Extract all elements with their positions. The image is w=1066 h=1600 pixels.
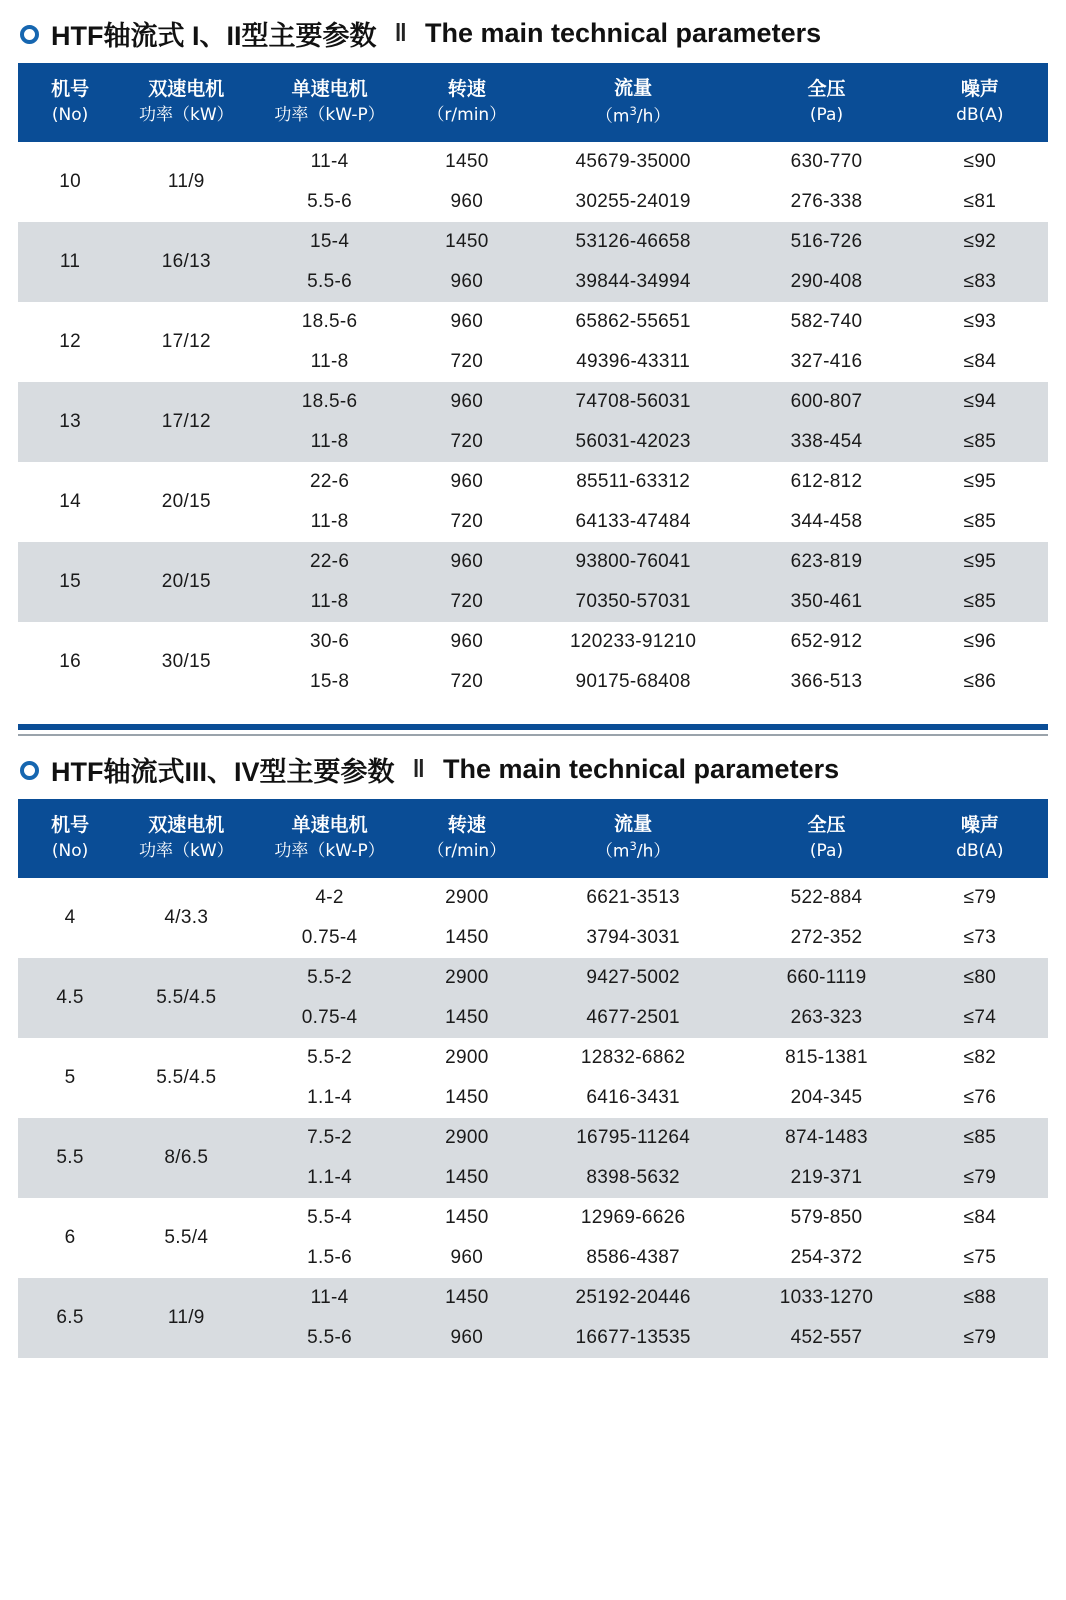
section-title-en-2: The main technical parameters [442,753,840,784]
cell-pressure: 874-1483 [741,1118,911,1158]
section-title-cn-1: HTF轴流式 I、II型主要参数 [51,21,377,51]
flow-unit: $(m^3/h)$ [595,839,671,863]
cell-speed: 1450 [409,222,525,262]
cell-single-power: 15-4 [250,222,408,262]
table-row [18,622,1048,662]
table-body-2 [18,878,1048,1358]
cell-speed: 960 [409,302,525,342]
cell-noise: ≤76 [912,1078,1048,1118]
cell-single-power: 11-4 [250,142,408,182]
ring-bullet-icon [20,25,39,44]
cell-no: 15 [18,542,122,622]
cell-flow: 120233-91210 [525,622,741,662]
cell-speed: 720 [409,502,525,542]
cell-dual-power: 8/6.5 [122,1118,250,1198]
cell-flow: 65862-55651 [525,302,741,342]
cell-pressure: 344-458 [741,502,911,542]
cell-noise: ≤84 [912,342,1048,382]
col-header-dual-motor: 双速电机 功率（kW） [122,63,250,142]
cell-pressure: 366-513 [741,662,911,702]
cell-noise: ≤88 [912,1278,1048,1318]
cell-pressure: 338-454 [741,422,911,462]
col-header-no: 机号 (No) [18,63,122,142]
cell-single-power: 1.1-4 [250,1158,408,1198]
cell-single-power: 22-6 [250,542,408,582]
cell-speed: 960 [409,462,525,502]
cell-single-power: 11-8 [250,502,408,542]
ring-bullet-icon [20,761,39,780]
table-row [18,382,1048,422]
cell-dual-power: 5.5/4 [122,1198,250,1278]
cell-dual-power: 5.5/4.5 [122,1038,250,1118]
cell-dual-power: 20/15 [122,462,250,542]
section-title-separator-1: ‖ [394,19,407,47]
cell-speed: 2900 [409,878,525,918]
cell-pressure: 579-850 [741,1198,911,1238]
cell-noise: ≤79 [912,1158,1048,1198]
cell-flow: 25192-20446 [525,1278,741,1318]
cell-speed: 720 [409,662,525,702]
cell-pressure: 263-323 [741,998,911,1038]
table-row [18,222,1048,262]
cell-no: 5 [18,1038,122,1118]
cell-dual-power: 5.5/4.5 [122,958,250,1038]
cell-flow: 49396-43311 [525,342,741,382]
table-body-1 [18,142,1048,702]
cell-single-power: 0.75-4 [250,998,408,1038]
col-header-single-motor: 单速电机 功率（kW-P） [250,63,408,142]
cell-flow: 12969-6626 [525,1198,741,1238]
cell-flow: 6621-3513 [525,878,741,918]
col-header-noise: 噪声 dB(A) [912,63,1048,142]
section-heading-2 [18,736,1048,799]
cell-noise: ≤75 [912,1238,1048,1278]
cell-noise: ≤74 [912,998,1048,1038]
col-header-speed: 转速 （r/min） [409,63,525,142]
cell-dual-power: 4/3.3 [122,878,250,958]
cell-flow: 3794-3031 [525,918,741,958]
cell-pressure: 652-912 [741,622,911,662]
cell-pressure: 327-416 [741,342,911,382]
cell-speed: 720 [409,422,525,462]
section-divider-bar [18,724,1048,730]
cell-pressure: 660-1119 [741,958,911,998]
cell-noise: ≤79 [912,878,1048,918]
cell-pressure: 350-461 [741,582,911,622]
cell-single-power: 5.5-6 [250,182,408,222]
section-title-separator-2: ‖ [412,754,425,783]
cell-speed: 1450 [409,918,525,958]
cell-pressure: 600-807 [741,382,911,422]
cell-speed: 1450 [409,1158,525,1198]
cell-single-power: 1.5-6 [250,1238,408,1278]
cell-pressure: 254-372 [741,1238,911,1278]
cell-pressure: 815-1381 [741,1038,911,1078]
cell-noise: ≤81 [912,182,1048,222]
cell-speed: 2900 [409,1038,525,1078]
cell-single-power: 5.5-6 [250,262,408,302]
col-header-single-motor: 单速电机 功率（kW-P） [250,799,408,878]
cell-flow: 8586-4387 [525,1238,741,1278]
table-header-row [18,63,1048,142]
cell-no: 16 [18,622,122,702]
col-header-noise: 噪声 dB(A) [912,799,1048,878]
cell-dual-power: 11/9 [122,1278,250,1358]
cell-flow: 90175-68408 [525,662,741,702]
cell-noise: ≤96 [912,622,1048,662]
cell-dual-power: 17/12 [122,382,250,462]
cell-pressure: 276-338 [741,182,911,222]
col-header-flow: 流量 $(m^3/h)$ [525,799,741,878]
cell-dual-power: 11/9 [122,142,250,222]
cell-single-power: 11-8 [250,582,408,622]
cell-pressure: 1033-1270 [741,1278,911,1318]
cell-flow: 56031-42023 [525,422,741,462]
cell-flow: 64133-47484 [525,502,741,542]
cell-pressure: 516-726 [741,222,911,262]
table-row [18,1198,1048,1238]
cell-single-power: 0.75-4 [250,918,408,958]
cell-no: 5.5 [18,1118,122,1198]
cell-flow: 70350-57031 [525,582,741,622]
cell-flow: 12832-6862 [525,1038,741,1078]
cell-single-power: 7.5-2 [250,1118,408,1158]
col-header-pressure: 全压 (Pa) [741,63,911,142]
cell-pressure: 630-770 [741,142,911,182]
cell-no: 6.5 [18,1278,122,1358]
cell-single-power: 22-6 [250,462,408,502]
cell-speed: 720 [409,582,525,622]
cell-noise: ≤85 [912,582,1048,622]
cell-flow: 53126-46658 [525,222,741,262]
cell-flow: 93800-76041 [525,542,741,582]
cell-single-power: 18.5-6 [250,382,408,422]
cell-noise: ≤83 [912,262,1048,302]
col-header-no: 机号 (No) [18,799,122,878]
cell-speed: 960 [409,622,525,662]
table-row [18,302,1048,342]
cell-single-power: 5.5-2 [250,1038,408,1078]
cell-speed: 960 [409,262,525,302]
cell-flow: 16795-11264 [525,1118,741,1158]
cell-flow: 85511-63312 [525,462,741,502]
cell-single-power: 11-4 [250,1278,408,1318]
cell-flow: 4677-2501 [525,998,741,1038]
col-header-flow: 流量 $(m^3/h)$ [525,63,741,142]
cell-speed: 960 [409,1318,525,1358]
cell-single-power: 11-8 [250,342,408,382]
section-title-en-1: The main technical parameters [424,18,822,48]
cell-noise: ≤93 [912,302,1048,342]
cell-noise: ≤85 [912,422,1048,462]
cell-speed: 2900 [409,958,525,998]
cell-no: 4.5 [18,958,122,1038]
cell-speed: 1450 [409,1278,525,1318]
cell-noise: ≤90 [912,142,1048,182]
cell-speed: 1450 [409,142,525,182]
cell-pressure: 623-819 [741,542,911,582]
table-row [18,142,1048,182]
cell-noise: ≤73 [912,918,1048,958]
cell-no: 12 [18,302,122,382]
table-row [18,1038,1048,1078]
cell-pressure: 612-812 [741,462,911,502]
cell-speed: 960 [409,542,525,582]
cell-pressure: 272-352 [741,918,911,958]
cell-pressure: 290-408 [741,262,911,302]
cell-no: 6 [18,1198,122,1278]
cell-dual-power: 17/12 [122,302,250,382]
parameters-table-1 [18,63,1048,702]
cell-single-power: 5.5-4 [250,1198,408,1238]
cell-speed: 960 [409,382,525,422]
cell-pressure: 204-345 [741,1078,911,1118]
cell-dual-power: 20/15 [122,542,250,622]
cell-flow: 9427-5002 [525,958,741,998]
cell-flow: 16677-13535 [525,1318,741,1358]
cell-noise: ≤86 [912,662,1048,702]
cell-no: 4 [18,878,122,958]
parameters-table-2 [18,799,1048,1358]
cell-flow: 6416-3431 [525,1078,741,1118]
cell-pressure: 219-371 [741,1158,911,1198]
cell-speed: 1450 [409,998,525,1038]
cell-no: 14 [18,462,122,542]
cell-single-power: 30-6 [250,622,408,662]
cell-single-power: 18.5-6 [250,302,408,342]
cell-flow: 8398-5632 [525,1158,741,1198]
cell-noise: ≤82 [912,1038,1048,1078]
cell-no: 13 [18,382,122,462]
cell-flow: 45679-35000 [525,142,741,182]
cell-speed: 960 [409,1238,525,1278]
cell-noise: ≤95 [912,542,1048,582]
col-header-dual-motor: 双速电机 功率（kW） [122,799,250,878]
cell-noise: ≤85 [912,502,1048,542]
cell-speed: 1450 [409,1078,525,1118]
cell-single-power: 4-2 [250,878,408,918]
table-row [18,958,1048,998]
cell-speed: 720 [409,342,525,382]
col-header-speed: 转速 （r/min） [409,799,525,878]
cell-single-power: 5.5-2 [250,958,408,998]
cell-pressure: 452-557 [741,1318,911,1358]
cell-speed: 1450 [409,1198,525,1238]
table-header-row [18,799,1048,878]
cell-flow: 74708-56031 [525,382,741,422]
cell-noise: ≤84 [912,1198,1048,1238]
cell-single-power: 5.5-6 [250,1318,408,1358]
table-row [18,1278,1048,1318]
table-row [18,542,1048,582]
cell-noise: ≤80 [912,958,1048,998]
flow-unit: $(m^3/h)$ [595,103,671,127]
section-title-cn-2: HTF轴流式III、IV型主要参数 [51,756,395,787]
section-heading-1 [18,0,1048,63]
cell-dual-power: 30/15 [122,622,250,702]
table-row [18,1118,1048,1158]
cell-pressure: 522-884 [741,878,911,918]
cell-no: 11 [18,222,122,302]
cell-speed: 2900 [409,1118,525,1158]
cell-speed: 960 [409,182,525,222]
cell-noise: ≤79 [912,1318,1048,1358]
cell-single-power: 1.1-4 [250,1078,408,1118]
cell-single-power: 15-8 [250,662,408,702]
cell-noise: ≤94 [912,382,1048,422]
cell-no: 10 [18,142,122,222]
table-row [18,878,1048,918]
cell-noise: ≤85 [912,1118,1048,1158]
cell-flow: 39844-34994 [525,262,741,302]
cell-dual-power: 16/13 [122,222,250,302]
cell-noise: ≤95 [912,462,1048,502]
col-header-pressure: 全压 (Pa) [741,799,911,878]
cell-flow: 30255-24019 [525,182,741,222]
cell-pressure: 582-740 [741,302,911,342]
table-row [18,462,1048,502]
cell-noise: ≤92 [912,222,1048,262]
cell-single-power: 11-8 [250,422,408,462]
